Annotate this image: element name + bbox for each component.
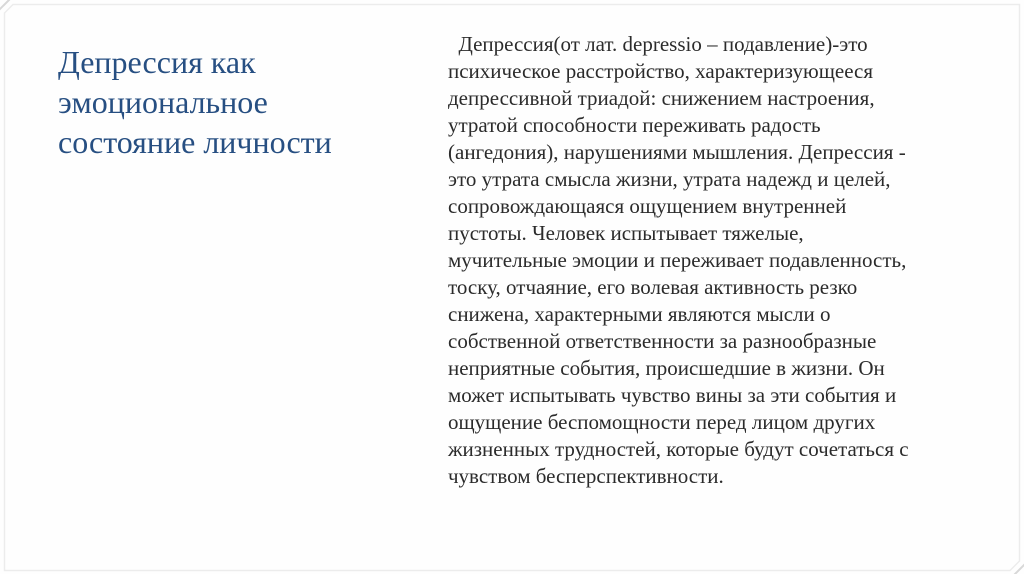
frame-corner-stub-bottom-right: [1013, 563, 1024, 574]
body-text-line: ощущение беспомощности перед лицом других: [448, 410, 876, 434]
body-text-line: неприятные события, происшедшие в жизни. Он: [448, 356, 885, 380]
body-text-line: жизненных трудностей, которые будут сочетаться с: [448, 437, 909, 461]
body-text-line: утратой способности переживать радость: [448, 113, 821, 137]
body-text-line: депрессивной триадой: снижением настроения,: [448, 86, 875, 110]
slide-title-line: состояние личности: [58, 124, 332, 160]
body-text-line: это утрата смысла жизни, утрата надежд и целей,: [448, 167, 891, 191]
body-text-line: сопровождающаяся ощущением внутренней: [448, 194, 847, 218]
slide-title: [58, 42, 418, 162]
body-text-line: чувством бесперспективности.: [448, 464, 724, 488]
body-text-line: собственной ответственности за разнообразные: [448, 329, 877, 353]
frame-corner-stub-top-left: [0, 0, 11, 11]
body-text-line: Депрессия(от лат. depressio – подавление)-это: [448, 32, 868, 56]
body-text-line: мучительные эмоции и переживает подавленность,: [448, 248, 907, 272]
body-text-line: пустоты. Человек испытывает тяжелые,: [448, 221, 804, 245]
body-text-line: может испытывать чувство вины за эти события и: [448, 383, 897, 407]
body-text-line: снижена, характерными являются мысли о: [448, 302, 831, 326]
body-text-line: психическое расстройство, характеризующееся: [448, 59, 874, 83]
body-text-line: тоску, отчаяние, его волевая активность резко: [448, 275, 858, 299]
slide-title-line: Депрессия как: [58, 44, 256, 80]
slide-title-line: эмоциональное: [58, 84, 268, 120]
slide-body-text: [448, 31, 968, 490]
body-text-line: (ангедония), нарушениями мышления. Депрессия -: [448, 140, 906, 164]
